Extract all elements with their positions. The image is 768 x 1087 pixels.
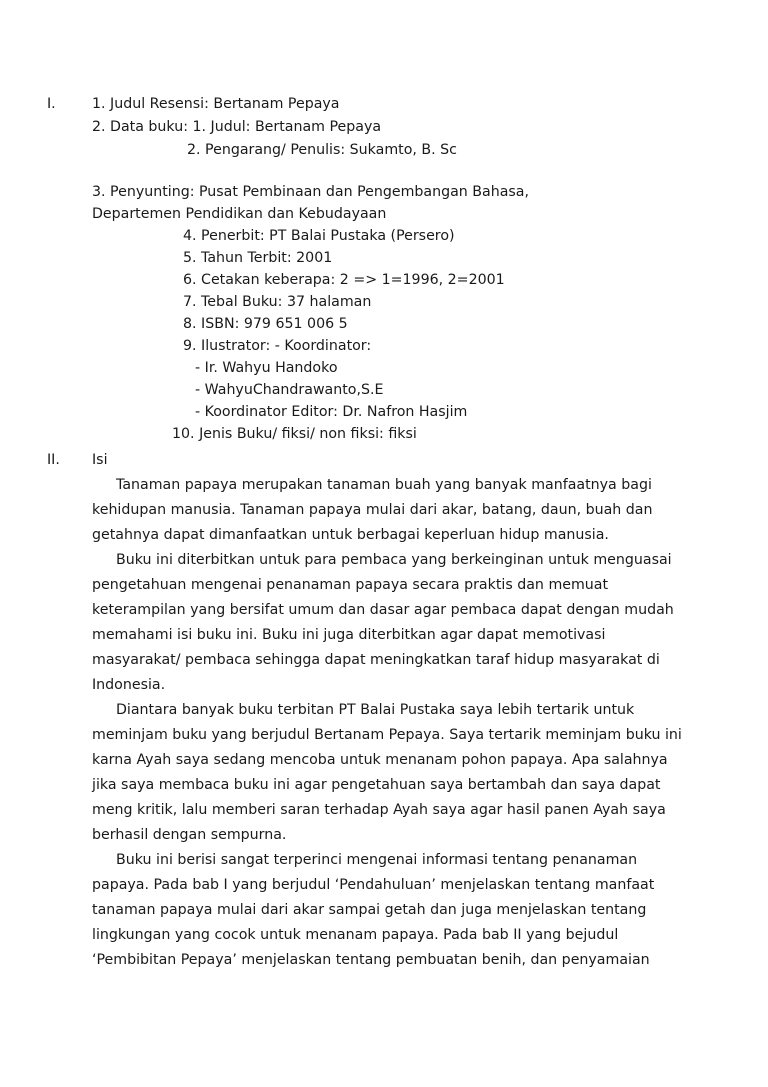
content-line: kehidupan manusia. Tanaman papaya mulai dari akar, batang, daun, buah dan [92, 502, 653, 518]
content-line: pengetahuan mengenai penanaman papaya secara praktis dan memuat [92, 577, 609, 593]
content-line: Buku ini diterbitkan untuk para pembaca yang berkeinginan untuk menguasai [116, 552, 672, 568]
content-line: getahnya dapat dimanfaatkan untuk berbagai keperluan hidup manusia. [92, 527, 609, 543]
content-line: papaya. Pada bab I yang berjudul ‘Pendahuluan’ menjelaskan tentang manfaat [92, 877, 655, 893]
book-publisher: 4. Penerbit: PT Balai Pustaka (Persero) [183, 228, 455, 244]
content-line: Diantara banyak buku terbitan PT Balai Pustaka saya lebih tertarik untuk [116, 702, 635, 718]
book-editor-line2: Departemen Pendidikan dan Kebudayaan [92, 206, 387, 222]
content-line: Indonesia. [92, 677, 166, 693]
book-pages: 7. Tebal Buku: 37 halaman [183, 294, 372, 310]
book-printing: 6. Cetakan keberapa: 2 => 1=1996, 2=2001 [183, 272, 505, 288]
content-line: Tanaman papaya merupakan tanaman buah yang banyak manfaatnya bagi [116, 477, 652, 493]
content-line: berhasil dengan sempurna. [92, 827, 287, 843]
content-line: Buku ini berisi sangat terperinci mengenai informasi tentang penanaman [116, 852, 638, 868]
content-line: keterampilan yang bersifat umum dan dasar agar pembaca dapat dengan mudah [92, 602, 674, 618]
book-genre: 10. Jenis Buku/ fiksi/ non fiksi: fiksi [172, 426, 417, 442]
section-two-numeral: II. [47, 452, 60, 468]
book-illustrator: 9. Ilustrator: - Koordinator: [183, 338, 372, 354]
book-year: 5. Tahun Terbit: 2001 [183, 250, 333, 266]
book-author: 2. Pengarang/ Penulis: Sukamto, B. Sc [187, 142, 457, 158]
content-line: jika saya membaca buku ini agar pengetahuan saya bertambah dan saya dapat [92, 777, 661, 793]
book-editor-line1: 3. Penyunting: Pusat Pembinaan dan Pengembangan Bahasa, [92, 184, 529, 200]
content-line: ‘Pembibitan Pepaya’ menjelaskan tentang pembuatan benih, dan penyamaian [92, 952, 650, 968]
book-data-title: 2. Data buku: 1. Judul: Bertanam Pepaya [92, 119, 382, 135]
section-one-numeral: I. [47, 96, 56, 112]
content-line: meng kritik, lalu memberi saran terhadap Ayah saya agar hasil panen Ayah saya [92, 802, 666, 818]
review-title: 1. Judul Resensi: Bertanam Pepaya [92, 96, 340, 112]
book-illustrator-a: - Ir. Wahyu Handoko [195, 360, 338, 376]
book-illustrator-b: - WahyuChandrawanto,S.E [195, 382, 384, 398]
book-illustrator-c: - Koordinator Editor: Dr. Nafron Hasjim [195, 404, 468, 420]
content-line: masyarakat/ pembaca sehingga dapat meningkatkan taraf hidup masyarakat di [92, 652, 660, 668]
book-isbn: 8. ISBN: 979 651 006 5 [183, 316, 348, 332]
content-heading: Isi [92, 452, 108, 468]
content-line: memahami isi buku ini. Buku ini juga diterbitkan agar dapat memotivasi [92, 627, 606, 643]
content-line: karna Ayah saya sedang mencoba untuk menanam pohon papaya. Apa salahnya [92, 752, 668, 768]
content-line: lingkungan yang cocok untuk menanam papaya. Pada bab II yang bejudul [92, 927, 619, 943]
content-line: tanaman papaya mulai dari akar sampai getah dan juga menjelaskan tentang [92, 902, 647, 918]
content-line: meminjam buku yang berjudul Bertanam Pepaya. Saya tertarik meminjam buku ini [92, 727, 682, 743]
